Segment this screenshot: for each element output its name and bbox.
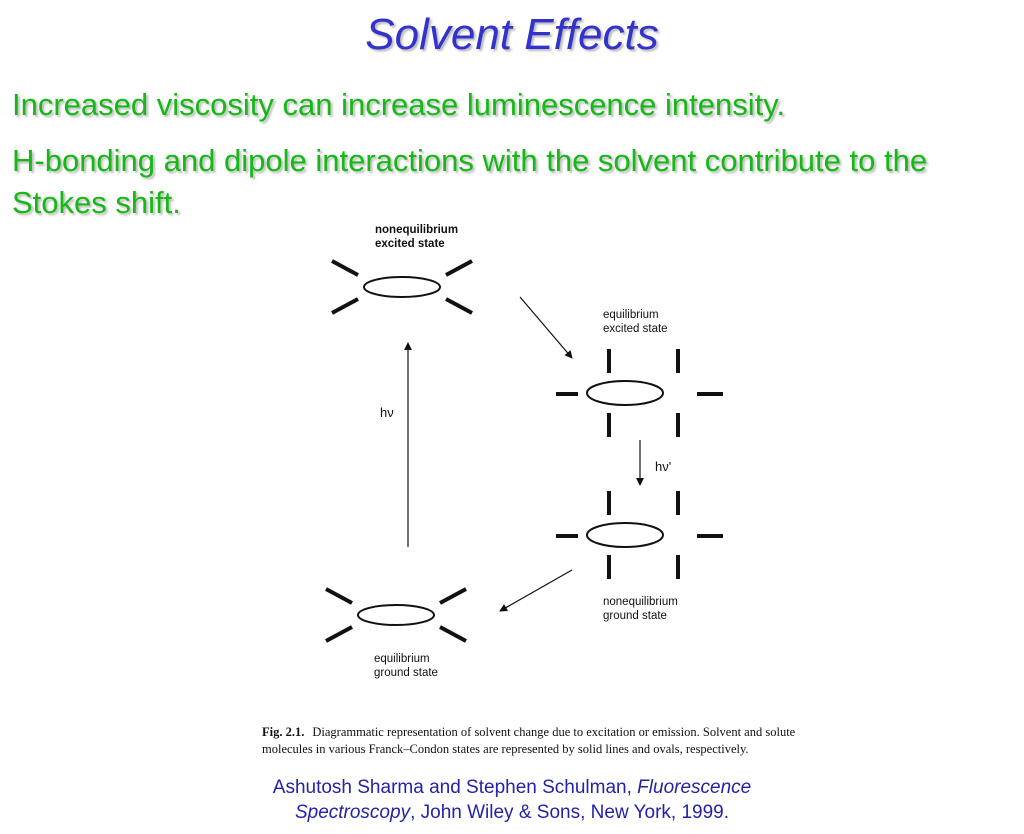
label-equilibrium-ground-line2: ground state (374, 667, 438, 679)
citation-authors: Ashutosh Sharma and Stephen Schulman, (272, 777, 638, 798)
solvent-line (332, 299, 358, 313)
relaxation-excited-arrow (520, 297, 572, 358)
solute-oval (358, 605, 434, 625)
solvent-diagram (250, 215, 810, 705)
label-equilibrium-excited-line1: equilibrium (603, 309, 659, 321)
figure-caption (262, 724, 802, 758)
figure-caption-text: Diagrammatic representation of solvent change due to excitation or emission. Solvent and solute molecules in various Franck–Condon states are represented by solid lines and ovals, respectively. (262, 725, 796, 756)
solvent-line (332, 261, 358, 275)
solvent-line (326, 627, 352, 641)
nonequilibrium-ground-molecule (556, 491, 723, 579)
equilibrium-ground-molecule (326, 589, 466, 641)
citation (212, 775, 812, 825)
label-equilibrium-excited-line2: excited state (603, 323, 668, 335)
label-nonequilibrium-excited-line2: excited state (375, 238, 445, 250)
nonequilibrium-excited-molecule (332, 261, 472, 313)
label-equilibrium-ground-line1: equilibrium (374, 653, 430, 665)
solute-oval (364, 277, 440, 297)
citation-publisher: , John Wiley & Sons, New York, 1999. (410, 802, 730, 823)
solvent-line (440, 627, 466, 641)
solute-oval (587, 381, 663, 405)
solvent-line (446, 299, 472, 313)
label-nonequilibrium-ground-line1: nonequilibrium (603, 596, 678, 608)
equilibrium-excited-molecule (556, 349, 723, 437)
label-hv-emission: hν' (655, 459, 672, 474)
solvent-line (326, 589, 352, 603)
solvent-line (440, 589, 466, 603)
figure-label: Fig. 2.1. (262, 725, 305, 739)
bullet-viscosity: Increased viscosity can increase luminescence intensity. (12, 87, 786, 122)
solute-oval (587, 523, 663, 547)
bullet-stokes-shift: H-bonding and dipole interactions with the solvent contribute to the Stokes shift. (12, 143, 928, 220)
relaxation-ground-arrow (500, 570, 572, 611)
label-nonequilibrium-ground-line2: ground state (603, 610, 667, 622)
citation-book-title: Fluorescence Spectroscopy (294, 777, 752, 823)
solvent-line (446, 261, 472, 275)
label-nonequilibrium-excited-line1: nonequilibrium (375, 224, 459, 236)
label-hv-absorption: hν (380, 405, 394, 420)
slide-title: Solvent Effects (365, 10, 659, 59)
